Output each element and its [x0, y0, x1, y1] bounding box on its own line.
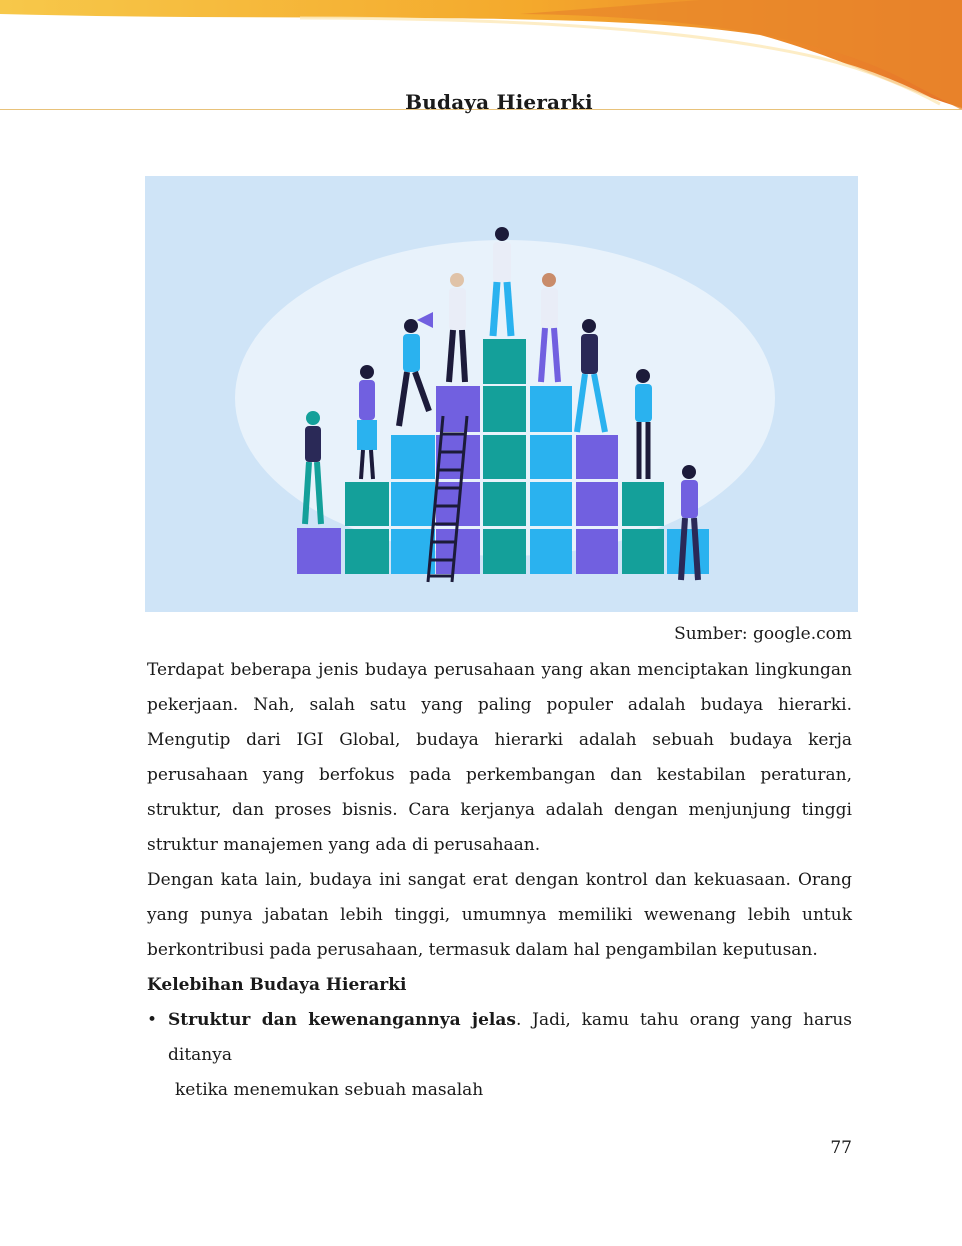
- paragraph-1: Terdapat beberapa jenis budaya perusahaan yang akan menciptakan lingkungan pekerjaan. Nah, salah satu yang paling populer adalah budaya hierarki. Mengutip dari IGI Global, budaya hierarki adalah sebuah budaya kerja perusahaan yang berfokus pada perkembangan dan kestabilan peraturan, struktur, dan proses bisnis. Cara kerjanya adalah dengan menjunjung tinggi struktur manajemen yang ada di perusahaan.: [147, 660, 852, 855]
- bullet-bold: Struktur dan kewenangannya jelas: [168, 1010, 516, 1030]
- section-heading: Kelebihan Budaya Hierarki: [147, 975, 407, 995]
- list-item: [147, 1003, 852, 1108]
- bullet-text: . Jadi, kamu tahu orang yang harus ditanya: [168, 1010, 853, 1065]
- bullet-continuation: ketika menemukan sebuah masalah: [175, 1080, 484, 1100]
- paragraph-2: Dengan kata lain, budaya ini sangat erat dengan kontrol dan kekuasaan. Orang yang punya jabatan lebih tinggi, umumnya memiliki wewenang lebih untuk berkontribusi pada perusahaan, termasuk dalam hal pengambilan keputusan.: [147, 870, 852, 960]
- hierarchy-pyramid-illustration: [145, 176, 858, 612]
- body-text: [147, 653, 852, 1108]
- page-title: Budaya Hierarki: [405, 90, 593, 114]
- figure-caption: Sumber: google.com: [674, 624, 852, 644]
- page-number: 77: [830, 1138, 852, 1158]
- advantages-list: [147, 1003, 852, 1108]
- bullet-icon: •: [147, 1010, 158, 1030]
